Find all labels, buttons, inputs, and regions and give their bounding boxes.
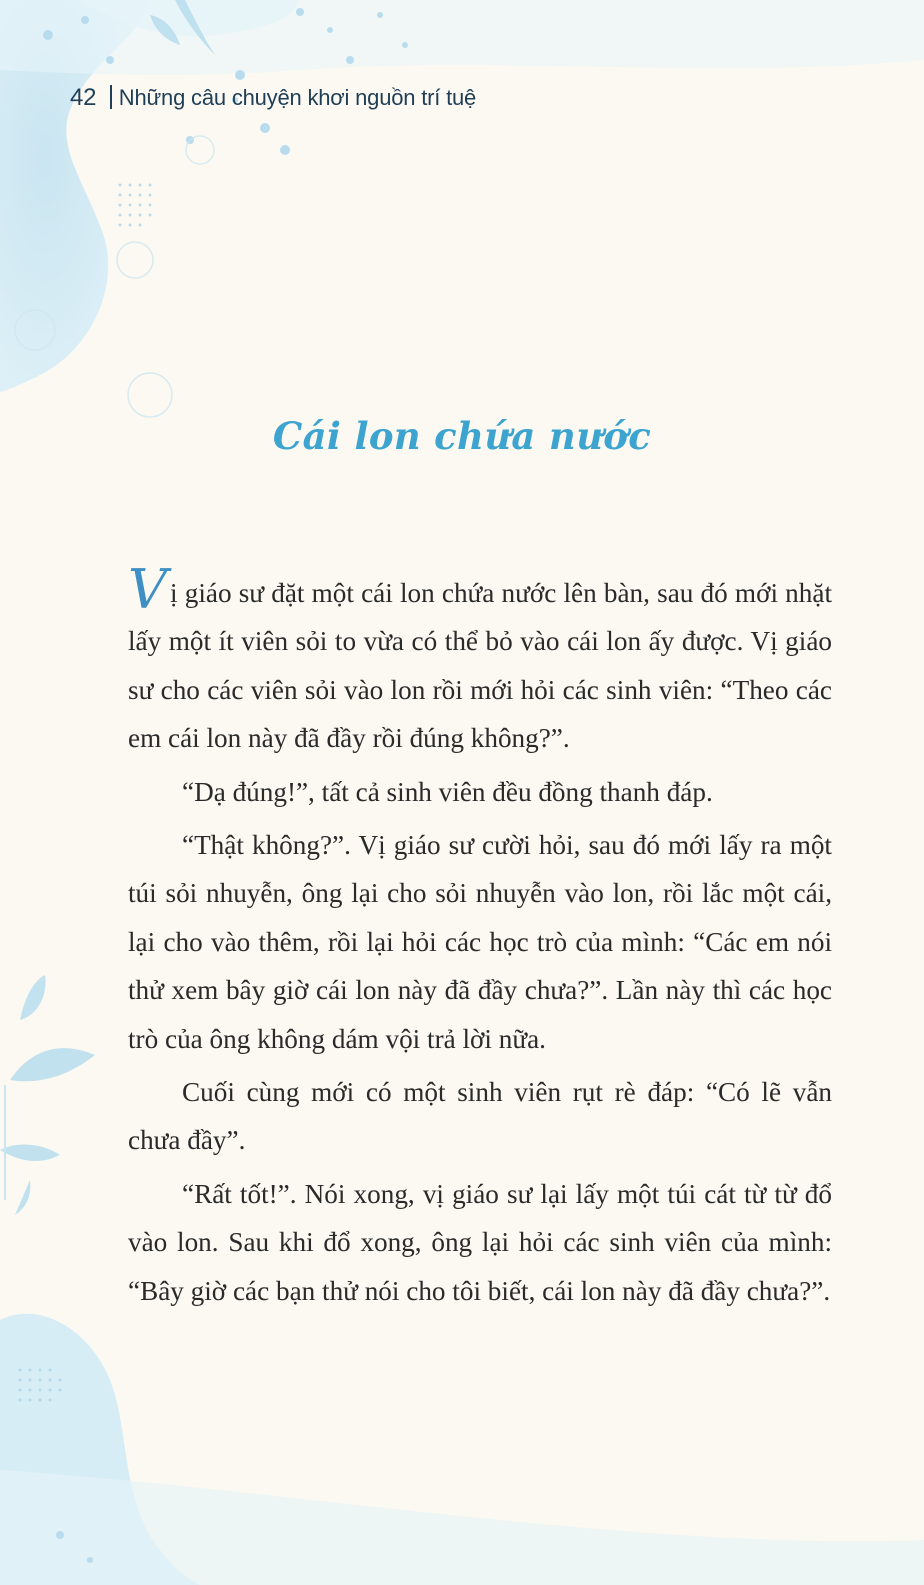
running-header	[70, 84, 476, 112]
paragraph-4: Cuối cùng mới có một sinh viên rụt rè đáp: “Có lẽ vẫn chưa đầy”.	[128, 1077, 832, 1156]
story-body	[128, 558, 832, 1320]
drop-cap: V	[128, 558, 167, 621]
paragraph-3: “Thật không?”. Vị giáo sư cười hỏi, sau đó mới lấy ra một túi sỏi nhuyễn, ông lại cho sỏi nhuyễn vào lon, rồi lắc một cái, lại cho vào thêm, rồi lại hỏi các học trò của mình: “Các em nói thử xem bây giờ cái lon này đã đầy chưa?”. Lần này thì các học trò của ông không dám vội trả lời nữa.	[128, 830, 832, 1054]
bottom-band	[0, 1470, 924, 1585]
header-separator	[110, 85, 112, 109]
paragraph-5: “Rất tốt!”. Nói xong, vị giáo sư lại lấy một túi cát từ từ đổ vào lon. Sau khi đổ xong, ông lại hỏi các sinh viên của mình: “Bây giờ các bạn thử nói cho tôi biết, cái lon này đã đầy chưa?”.	[128, 1178, 832, 1306]
top-band	[0, 0, 924, 75]
dotted-patch-top	[119, 184, 152, 227]
page-number: 42	[70, 84, 97, 111]
book-title: Những câu chuyện khơi nguồn trí tuệ	[118, 85, 477, 110]
story-title: Cái lon chứa nước	[272, 414, 652, 458]
paragraph-1	[128, 558, 832, 763]
paragraph-2: “Dạ đúng!”, tất cả sinh viên đều đồng thanh đáp.	[182, 776, 713, 807]
leaf-sprig	[0, 975, 95, 1215]
paragraph-1-text: ị giáo sư đặt một cái lon chứa nước lên bàn, sau đó mới nhặt lấy một ít viên sỏi to vừa có thể bỏ vào cái lon ấy được. Vị giáo sư cho các viên sỏi vào lon rồi mới hỏi các sinh viên: “Theo các em cái lon này đã đầy rồi đúng không?”.	[128, 578, 832, 754]
